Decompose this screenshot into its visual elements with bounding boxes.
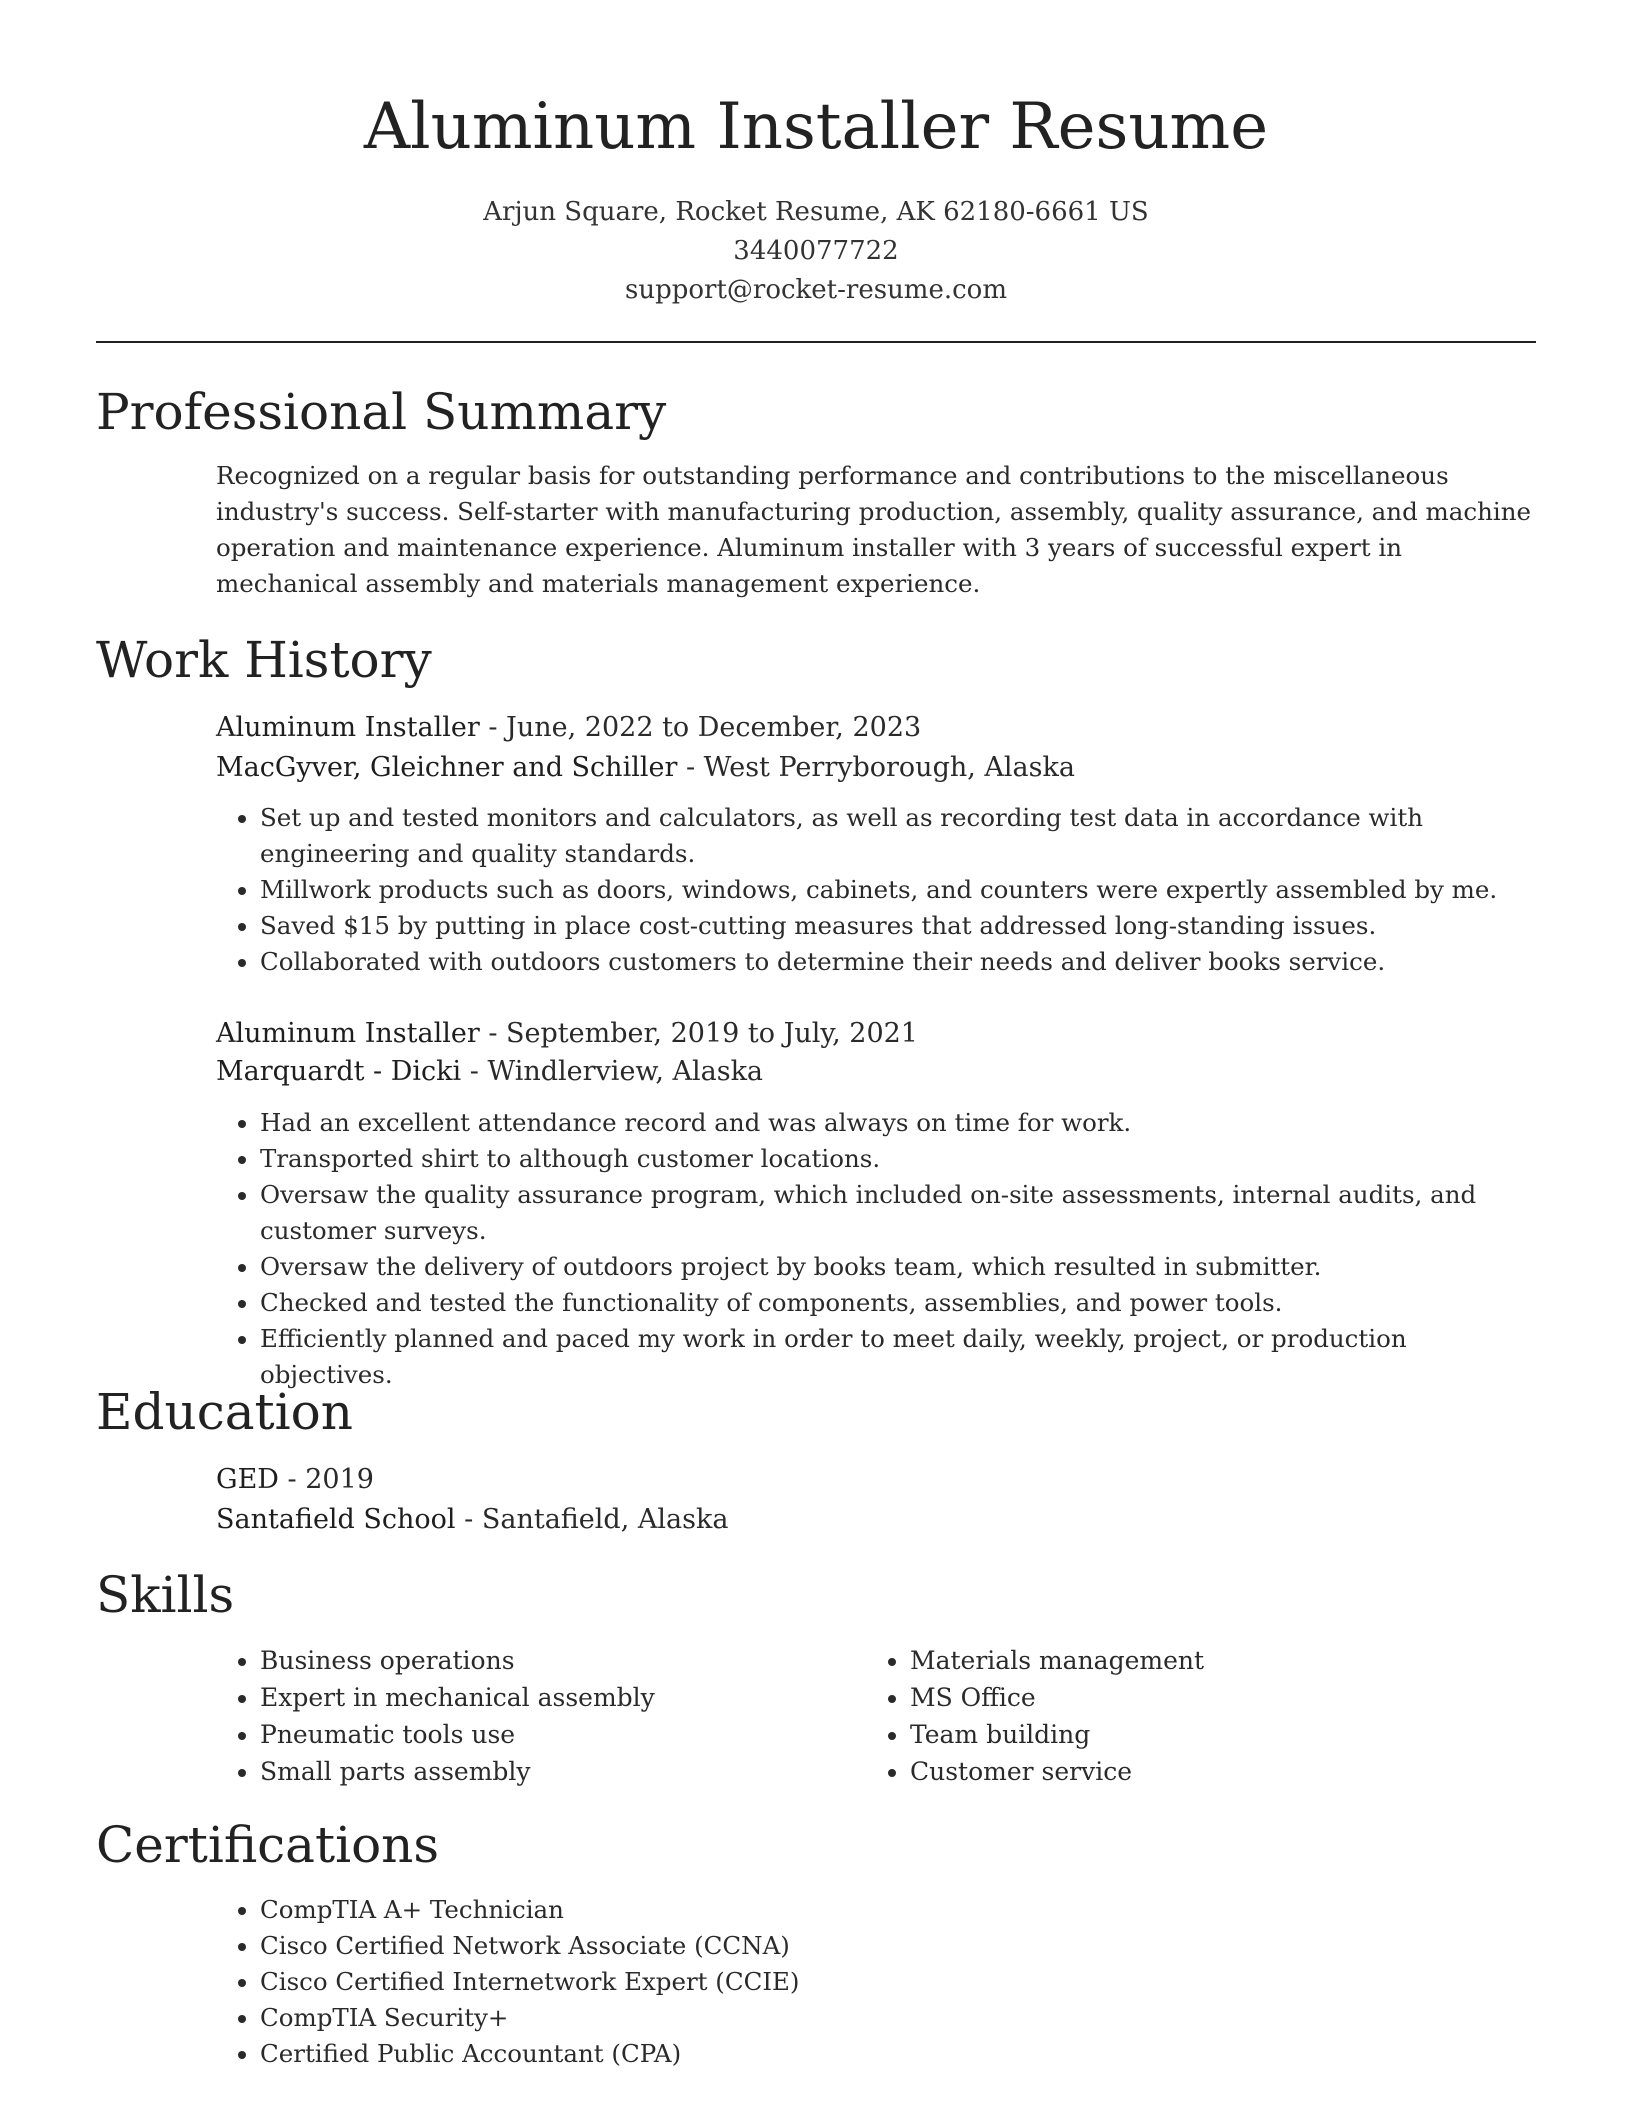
job-2-company-line	[216, 1052, 1536, 1092]
job-1-bullets	[216, 800, 1536, 980]
job-2-location: - Windlerview, Alaska	[461, 1056, 764, 1087]
education-school-line	[216, 1500, 1536, 1540]
list-item: • CompTIA A+ Technician	[260, 1892, 1536, 1928]
job-2-company: Marquardt - Dicki	[216, 1056, 462, 1087]
job-2-dates: - September, 2019 to July, 2021	[479, 1018, 918, 1049]
list-item: • Efficiently planned and paced my work in order to meet daily, weekly, project, or production objectives.	[260, 1321, 1536, 1393]
resume-title: Aluminum Installer Resume	[363, 90, 1269, 164]
list-item: • MS Office	[910, 1679, 1506, 1716]
list-item: • Expert in mechanical assembly	[260, 1679, 856, 1716]
education-degree: GED	[216, 1464, 279, 1495]
contact-address: Arjun Square, Rocket Resume, AK 62180-6661 US	[483, 197, 1149, 227]
summary-heading: Professional Summary	[96, 383, 667, 441]
list-item: • Customer service	[910, 1753, 1506, 1790]
list-item: • Oversaw the delivery of outdoors project by books team, which resulted in submitter.	[260, 1249, 1536, 1285]
list-item: • CompTIA Security+	[260, 2000, 1536, 2036]
summary-text: Recognized on a regular basis for outstanding performance and contributions to the miscellaneous industry's success. Self-starter with manufacturing production, assembly, quality assurance, and machine operation and maintenance experience. Aluminum installer with 3 years of successful expert in mechanical assembly and materials management experience.	[216, 461, 1531, 598]
job-2-bullets	[216, 1105, 1536, 1393]
education-heading: Education	[96, 1383, 353, 1441]
list-item: • Transported shirt to although customer locations.	[260, 1141, 1536, 1177]
list-item: • Cisco Certified Network Associate (CCNA)	[260, 1928, 1536, 1964]
job-1-location: - West Perryborough, Alaska	[677, 752, 1075, 783]
list-item: • Pneumatic tools use	[260, 1716, 856, 1753]
job-2-title: Aluminum Installer	[216, 1018, 480, 1049]
list-item: • Business operations	[260, 1642, 856, 1679]
list-item: • Oversaw the quality assurance program, which included on-site assessments, internal audits, and customer surveys.	[260, 1177, 1536, 1249]
skills-right-column	[866, 1642, 1506, 1790]
list-item: • Saved $15 by putting in place cost-cutting measures that addressed long-standing issues.	[260, 908, 1536, 944]
job-1-company: MacGyver, Gleichner and Schiller	[216, 752, 678, 783]
contact-block	[96, 193, 1536, 310]
list-item: • Checked and tested the functionality of components, assemblies, and power tools.	[260, 1285, 1536, 1321]
certifications-list	[216, 1892, 1536, 2072]
job-1-dates: - June, 2022 to December, 2023	[479, 712, 922, 743]
contact-email: support@rocket-resume.com	[624, 275, 1007, 305]
job-1-title: Aluminum Installer	[216, 712, 480, 743]
list-item: • Team building	[910, 1716, 1506, 1753]
list-item: • Cisco Certified Internetwork Expert (CCIE)	[260, 1964, 1536, 2000]
job-2-title-line	[216, 1014, 1536, 1054]
job-1-title-line	[216, 708, 1536, 748]
skills-heading: Skills	[96, 1566, 235, 1624]
list-item: • Materials management	[910, 1642, 1506, 1679]
education-school: Santafield School	[216, 1504, 456, 1535]
contact-phone: 3440077722	[733, 236, 899, 266]
job-1-company-line	[216, 748, 1536, 788]
education-year: - 2019	[278, 1464, 374, 1495]
work-history-heading: Work History	[96, 631, 432, 689]
header-divider	[96, 341, 1536, 343]
list-item: • Collaborated with outdoors customers to determine their needs and deliver books service.	[260, 944, 1536, 980]
education-location: - Santafield, Alaska	[455, 1504, 729, 1535]
list-item: • Set up and tested monitors and calculators, as well as recording test data in accordance with engineering and quality standards.	[260, 800, 1536, 872]
skills-left-column	[216, 1642, 856, 1790]
list-item: • Small parts assembly	[260, 1753, 856, 1790]
certifications-heading: Certifications	[96, 1816, 440, 1874]
education-degree-line	[216, 1460, 1536, 1500]
list-item: • Certified Public Accountant (CPA)	[260, 2036, 1536, 2072]
list-item: • Had an excellent attendance record and was always on time for work.	[260, 1105, 1536, 1141]
list-item: • Millwork products such as doors, windows, cabinets, and counters were expertly assembled by me.	[260, 872, 1536, 908]
